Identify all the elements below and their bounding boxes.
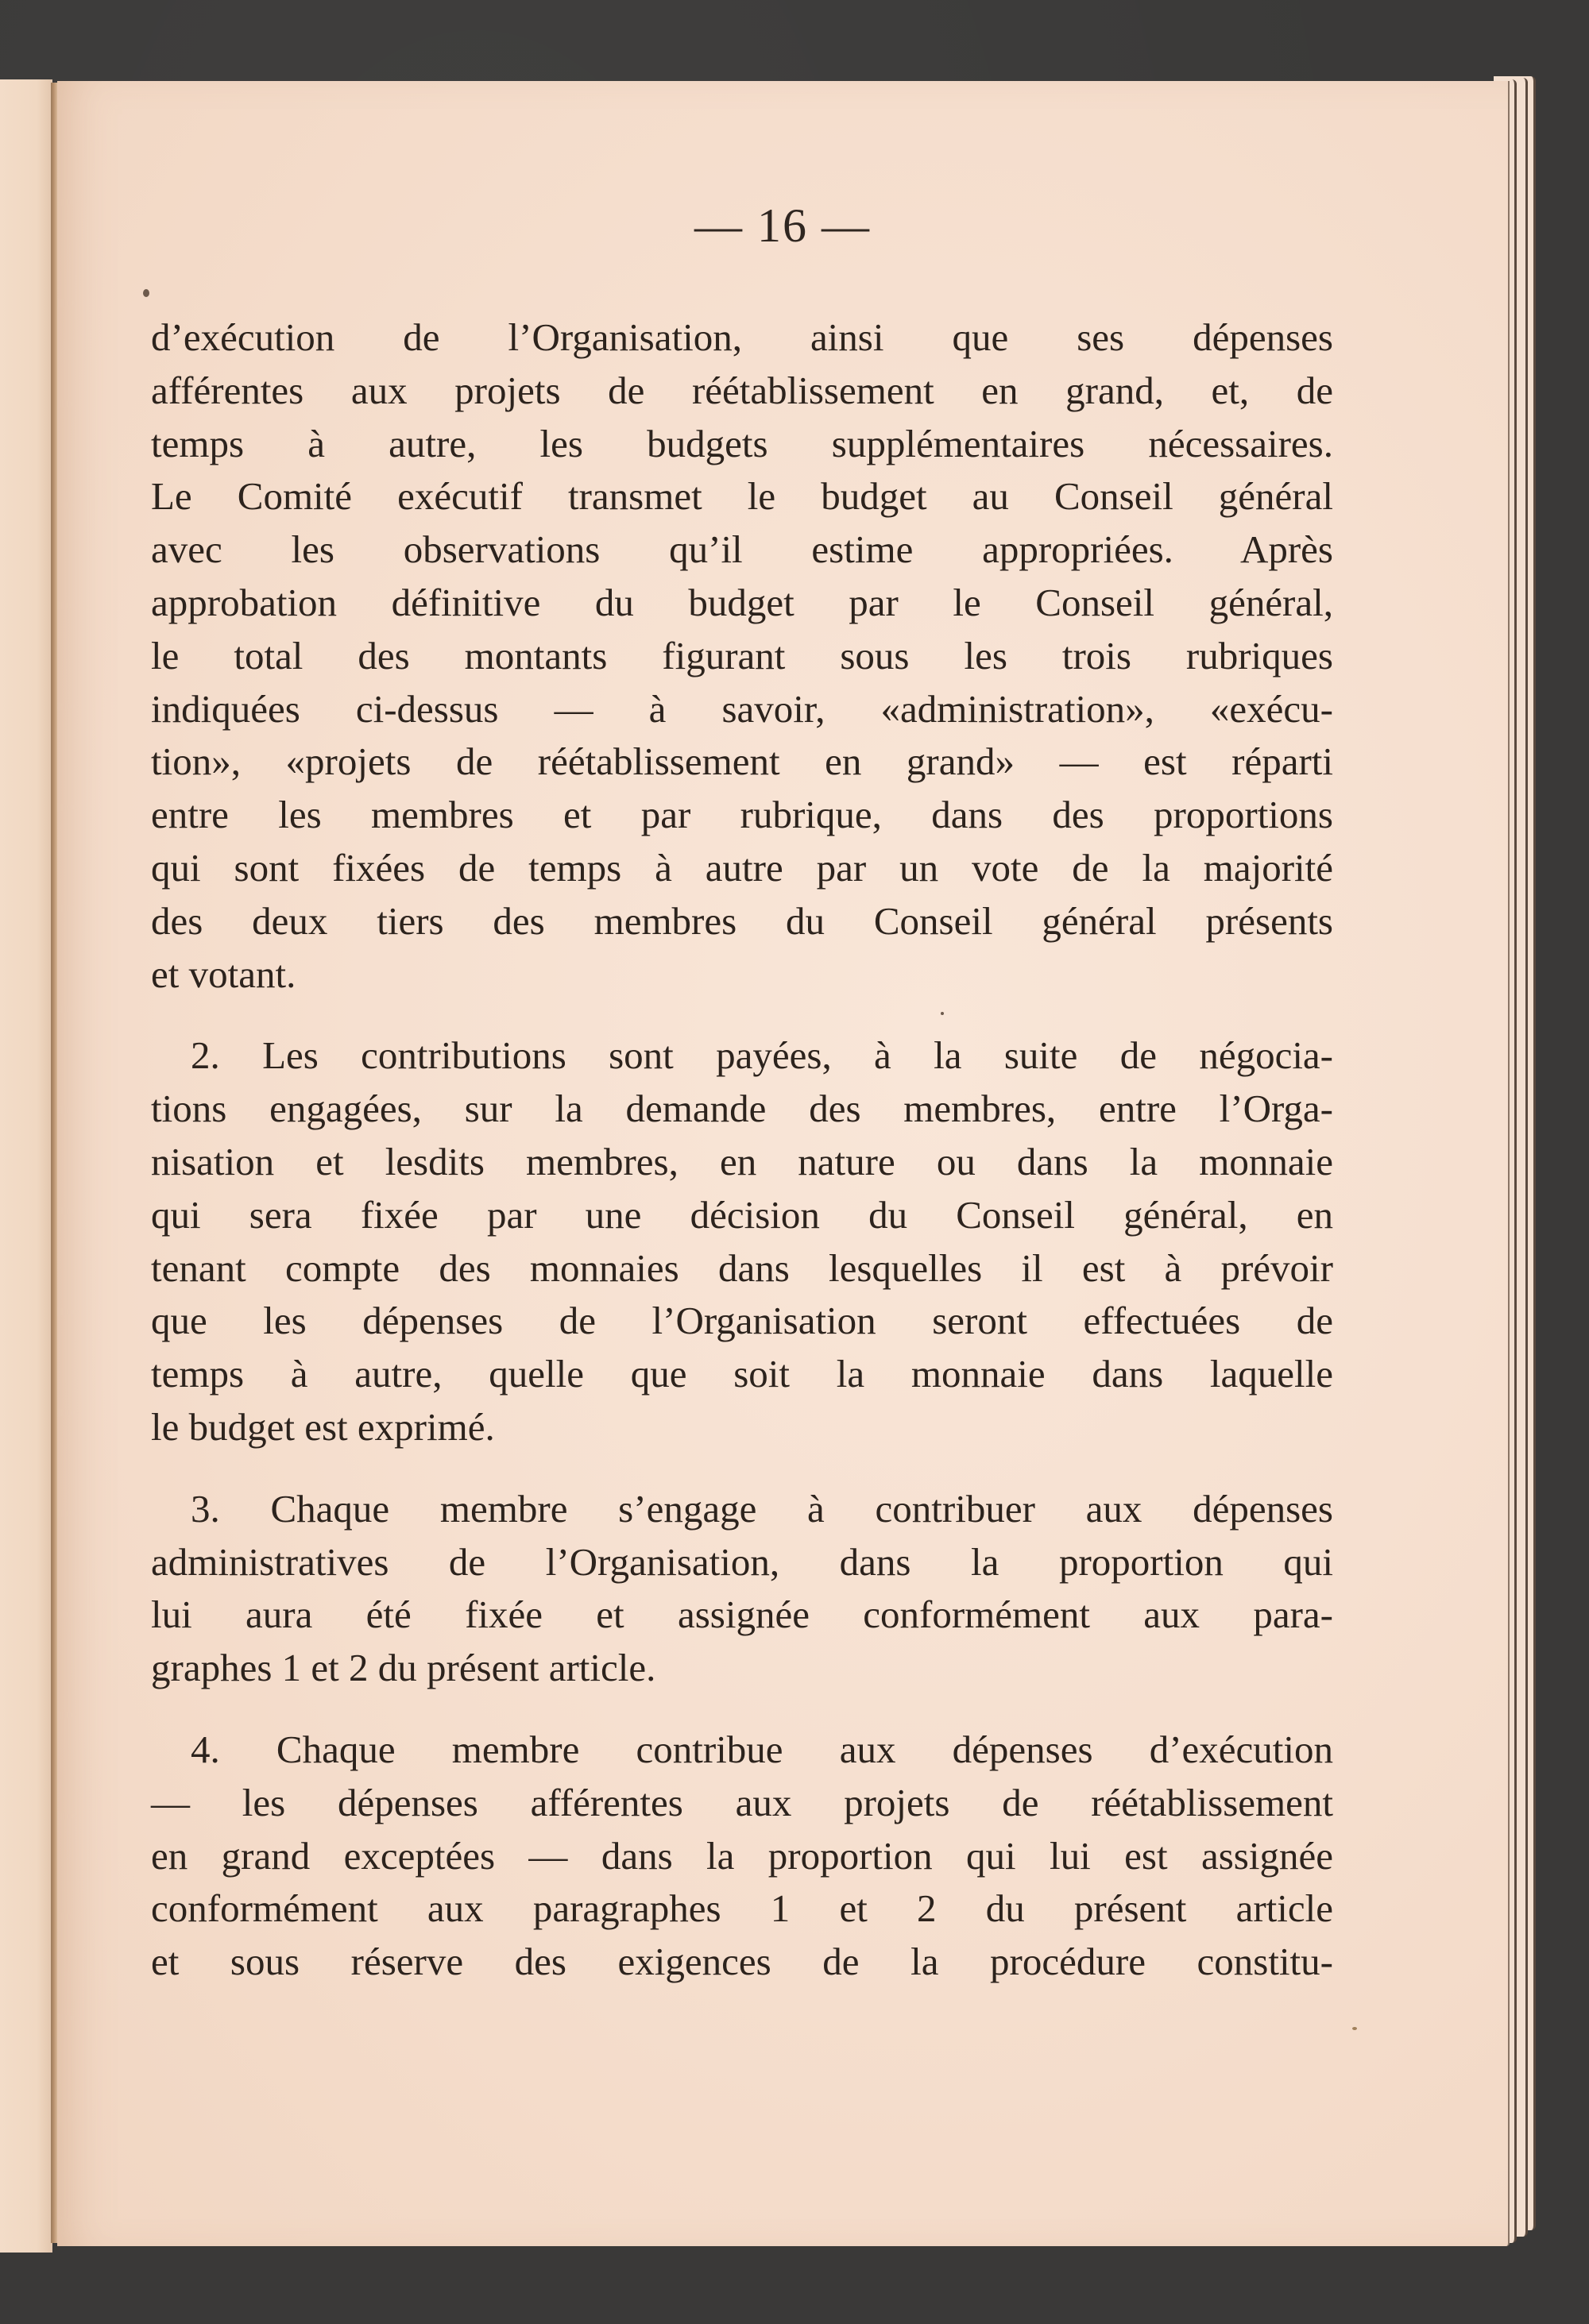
text-line: graphes 1 et 2 du présent article.	[151, 1646, 656, 1690]
paper-speck	[941, 1012, 944, 1015]
text-line: Le Comité exécutif transmet le budget au Conseil général	[151, 474, 1333, 519]
text-line: temps à autre, les budgets supplémentaires nécessaires.	[151, 421, 1333, 465]
paragraph-1	[151, 311, 1333, 1001]
text-line: en grand exceptées — dans la proportion qui lui est assignée	[151, 1833, 1333, 1878]
text-line: — les dépenses afférentes aux projets de réétablissement	[151, 1780, 1333, 1824]
text-line: tion», «projets de réétablissement en grand» — est réparti	[151, 739, 1333, 784]
paragraph-3	[151, 1483, 1333, 1695]
text-line: nisation et lesdits membres, en nature ou dans la monnaie	[151, 1139, 1333, 1183]
text-line: et votant.	[151, 952, 296, 996]
paragraph-2	[151, 1029, 1333, 1453]
text-line: qui sont fixées de temps à autre par un vote de la majorité	[151, 845, 1333, 890]
text-line: qui sera fixée par une décision du Conseil général, en	[151, 1192, 1333, 1237]
facing-page-edge	[0, 79, 52, 2253]
text-line: lui aura été fixée et assignée conformément aux para-	[151, 1592, 1333, 1637]
text-line: 3. Chaque membre s’engage à contribuer aux dépenses	[191, 1486, 1333, 1531]
text-line: 2. Les contributions sont payées, à la suite de négocia-	[191, 1033, 1333, 1078]
text-line: et sous réserve des exigences de la procédure constitu-	[151, 1940, 1333, 1984]
text-line: avec les observations qu’il estime appropriées. Après	[151, 527, 1333, 572]
paper-speck	[1352, 2027, 1357, 2030]
paragraph-4	[151, 1724, 1333, 1989]
text-line: approbation définitive du budget par le Conseil général,	[151, 580, 1333, 624]
page-number: — 16 —	[694, 199, 871, 252]
body-text	[151, 311, 1333, 1989]
text-line: tions engagées, sur la demande des membres, entre l’Orga-	[151, 1087, 1333, 1131]
text-line: le total des montants figurant sous les trois rubriques	[151, 633, 1333, 678]
text-line: administratives de l’Organisation, dans la proportion qui	[151, 1539, 1333, 1584]
text-line: afférentes aux projets de réétablissement en grand, et, de	[151, 368, 1333, 412]
paper-speck	[143, 289, 149, 297]
paragraph-spacer	[151, 1695, 1333, 1724]
text-line: temps à autre, quelle que soit la monnaie dans laquelle	[151, 1352, 1333, 1396]
text-line: d’exécution de l’Organisation, ainsi que ses dépenses	[151, 315, 1333, 359]
text-line: que les dépenses de l’Organisation seront effectuées de	[151, 1299, 1333, 1343]
book-gutter	[51, 83, 57, 2243]
text-line: des deux tiers des membres du Conseil général présents	[151, 898, 1333, 943]
paragraph-spacer	[151, 1001, 1333, 1029]
text-line: entre les membres et par rubrique, dans des proportions	[151, 793, 1333, 837]
text-line: indiquées ci-dessus — à savoir, «administration», «exécu-	[151, 686, 1333, 731]
text-line: conformément aux paragraphes 1 et 2 du présent article	[151, 1886, 1333, 1931]
text-line: 4. Chaque membre contribue aux dépenses d’exécution	[191, 1727, 1333, 1771]
text-line: tenant compte des monnaies dans lesquelles il est à prévoir	[151, 1245, 1333, 1290]
book-page	[57, 81, 1510, 2246]
paragraph-spacer	[151, 1454, 1333, 1483]
text-line: le budget est exprimé.	[151, 1404, 495, 1449]
